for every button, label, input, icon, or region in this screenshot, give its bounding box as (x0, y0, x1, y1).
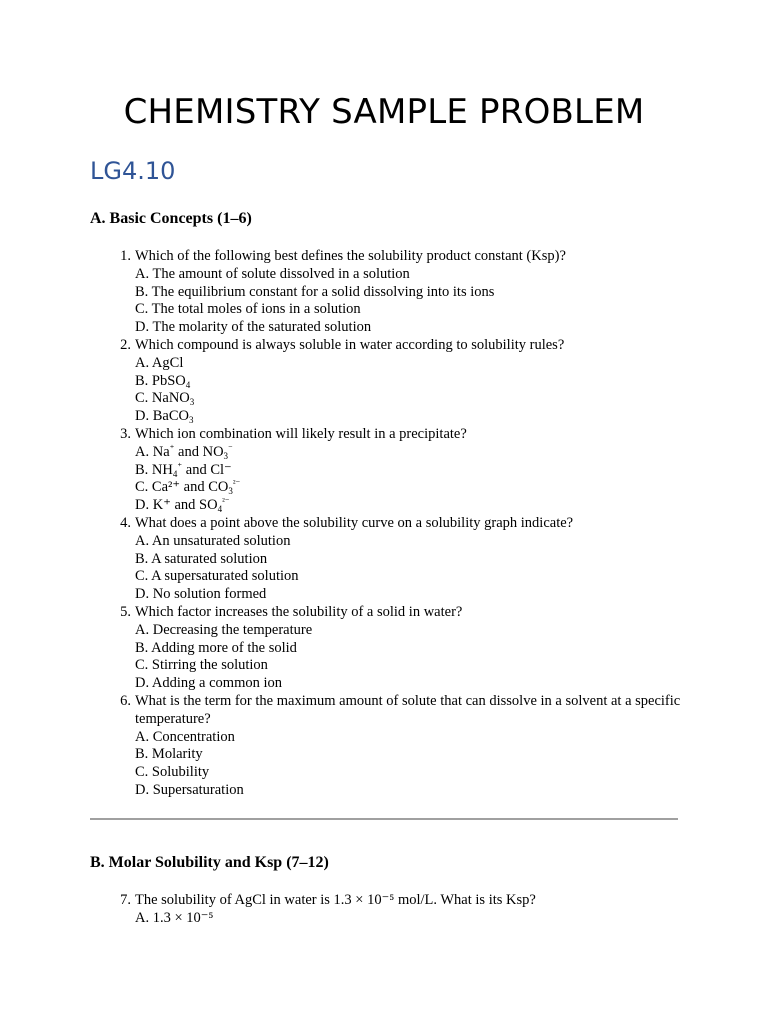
question-number: 3. (120, 425, 131, 442)
option-c (135, 479, 690, 497)
option-text: B. PbSO (135, 372, 186, 389)
option-b: B. The equilibrium constant for a solid dissolving into its ions (135, 283, 495, 300)
option-a: A. An unsaturated solution (135, 532, 291, 549)
question-5 (90, 604, 690, 693)
option-text: D. K⁺ and SO (135, 497, 218, 514)
question-text: Which of the following best defines the solubility product constant (Ksp)? (135, 248, 566, 264)
section-a-question-list (90, 248, 690, 800)
option-c: C. A supersaturated solution (135, 568, 299, 585)
option-text: D. BaCO (135, 408, 189, 425)
option-d: D. Supersaturation (135, 781, 244, 798)
question-text: What does a point above the solubility curve on a solubility graph indicate? (135, 514, 574, 531)
option-a (135, 444, 690, 462)
option-b: B. Molarity (135, 746, 203, 763)
option-c: C. Stirring the solution (135, 657, 268, 674)
question-7 (90, 892, 690, 928)
section-divider (90, 818, 678, 820)
option-a: A. The amount of solute dissolved in a solution (135, 265, 410, 282)
lg-code: LG4.10 (90, 157, 176, 185)
option-a (135, 355, 690, 373)
option-a: A. 1.3 × 10⁻⁵ (135, 909, 214, 926)
option-c: C. The total moles of ions in a solution (135, 301, 361, 318)
question-number: 4. (120, 514, 131, 531)
question-text: Which compound is always soluble in water according to solubility rules? (135, 336, 565, 353)
option-text: C. Ca²⁺ and CO (135, 479, 229, 496)
question-number: 7. (120, 892, 131, 908)
superscript: ⁺ (177, 460, 183, 471)
subscript: 4 (172, 468, 178, 479)
option-d: D. No solution formed (135, 586, 267, 603)
option-text: and NO (174, 443, 224, 460)
question-text: Which ion combination will likely result in a precipitate? (135, 425, 467, 442)
subscript: 3 (223, 450, 229, 461)
option-b (135, 462, 690, 480)
option-text: and Cl⁻ (182, 461, 232, 478)
question-number: 1. (120, 248, 131, 264)
superscript: ⁻ (228, 442, 233, 453)
question-2 (90, 337, 690, 426)
subscript: 4 (185, 379, 191, 390)
section-b-heading: B. Molar Solubility and Ksp (7–12) (90, 854, 329, 871)
option-a: A. Concentration (135, 728, 235, 745)
subscript: 3 (188, 415, 194, 426)
question-text: The solubility of AgCl in water is 1.3 × 10⁻⁵ mol/L. What is its Ksp? (135, 892, 536, 908)
option-d: D. Adding a common ion (135, 675, 283, 692)
option-text: A. AgCl (135, 354, 184, 371)
subscript: 3 (228, 486, 233, 497)
section-b-question-list (90, 892, 690, 928)
question-4 (90, 515, 690, 604)
section-a-heading: A. Basic Concepts (1–6) (90, 210, 252, 227)
question-text: What is the term for the maximum amount of solute that can dissolve in a solvent at a specific temperature? (135, 692, 681, 727)
option-text: C. NaNO (135, 390, 190, 407)
option-b: B. A saturated solution (135, 550, 268, 567)
option-d: D. The molarity of the saturated solution (135, 319, 372, 336)
question-3 (90, 426, 690, 515)
question-text: Which factor increases the solubility of a solid in water? (135, 603, 463, 620)
superscript: ²⁻ (232, 478, 241, 489)
option-b: B. Adding more of the solid (135, 639, 297, 656)
option-c (135, 390, 690, 408)
superscript: ²⁻ (222, 496, 230, 507)
option-a: A. Decreasing the temperature (135, 621, 313, 638)
option-b (135, 373, 690, 391)
option-d (135, 497, 690, 515)
question-6 (90, 693, 690, 800)
question-1 (90, 248, 690, 337)
option-c: C. Solubility (135, 764, 210, 781)
option-text: B. NH (135, 461, 173, 478)
question-number: 2. (120, 336, 131, 353)
page-title: CHEMISTRY SAMPLE PROBLEM (123, 92, 645, 132)
superscript: ⁺ (169, 442, 175, 453)
question-number: 5. (120, 603, 131, 620)
option-text: A. Na (135, 443, 170, 460)
subscript: 4 (217, 504, 223, 515)
question-number: 6. (120, 692, 131, 709)
subscript: 3 (189, 397, 195, 408)
option-d (135, 408, 690, 426)
